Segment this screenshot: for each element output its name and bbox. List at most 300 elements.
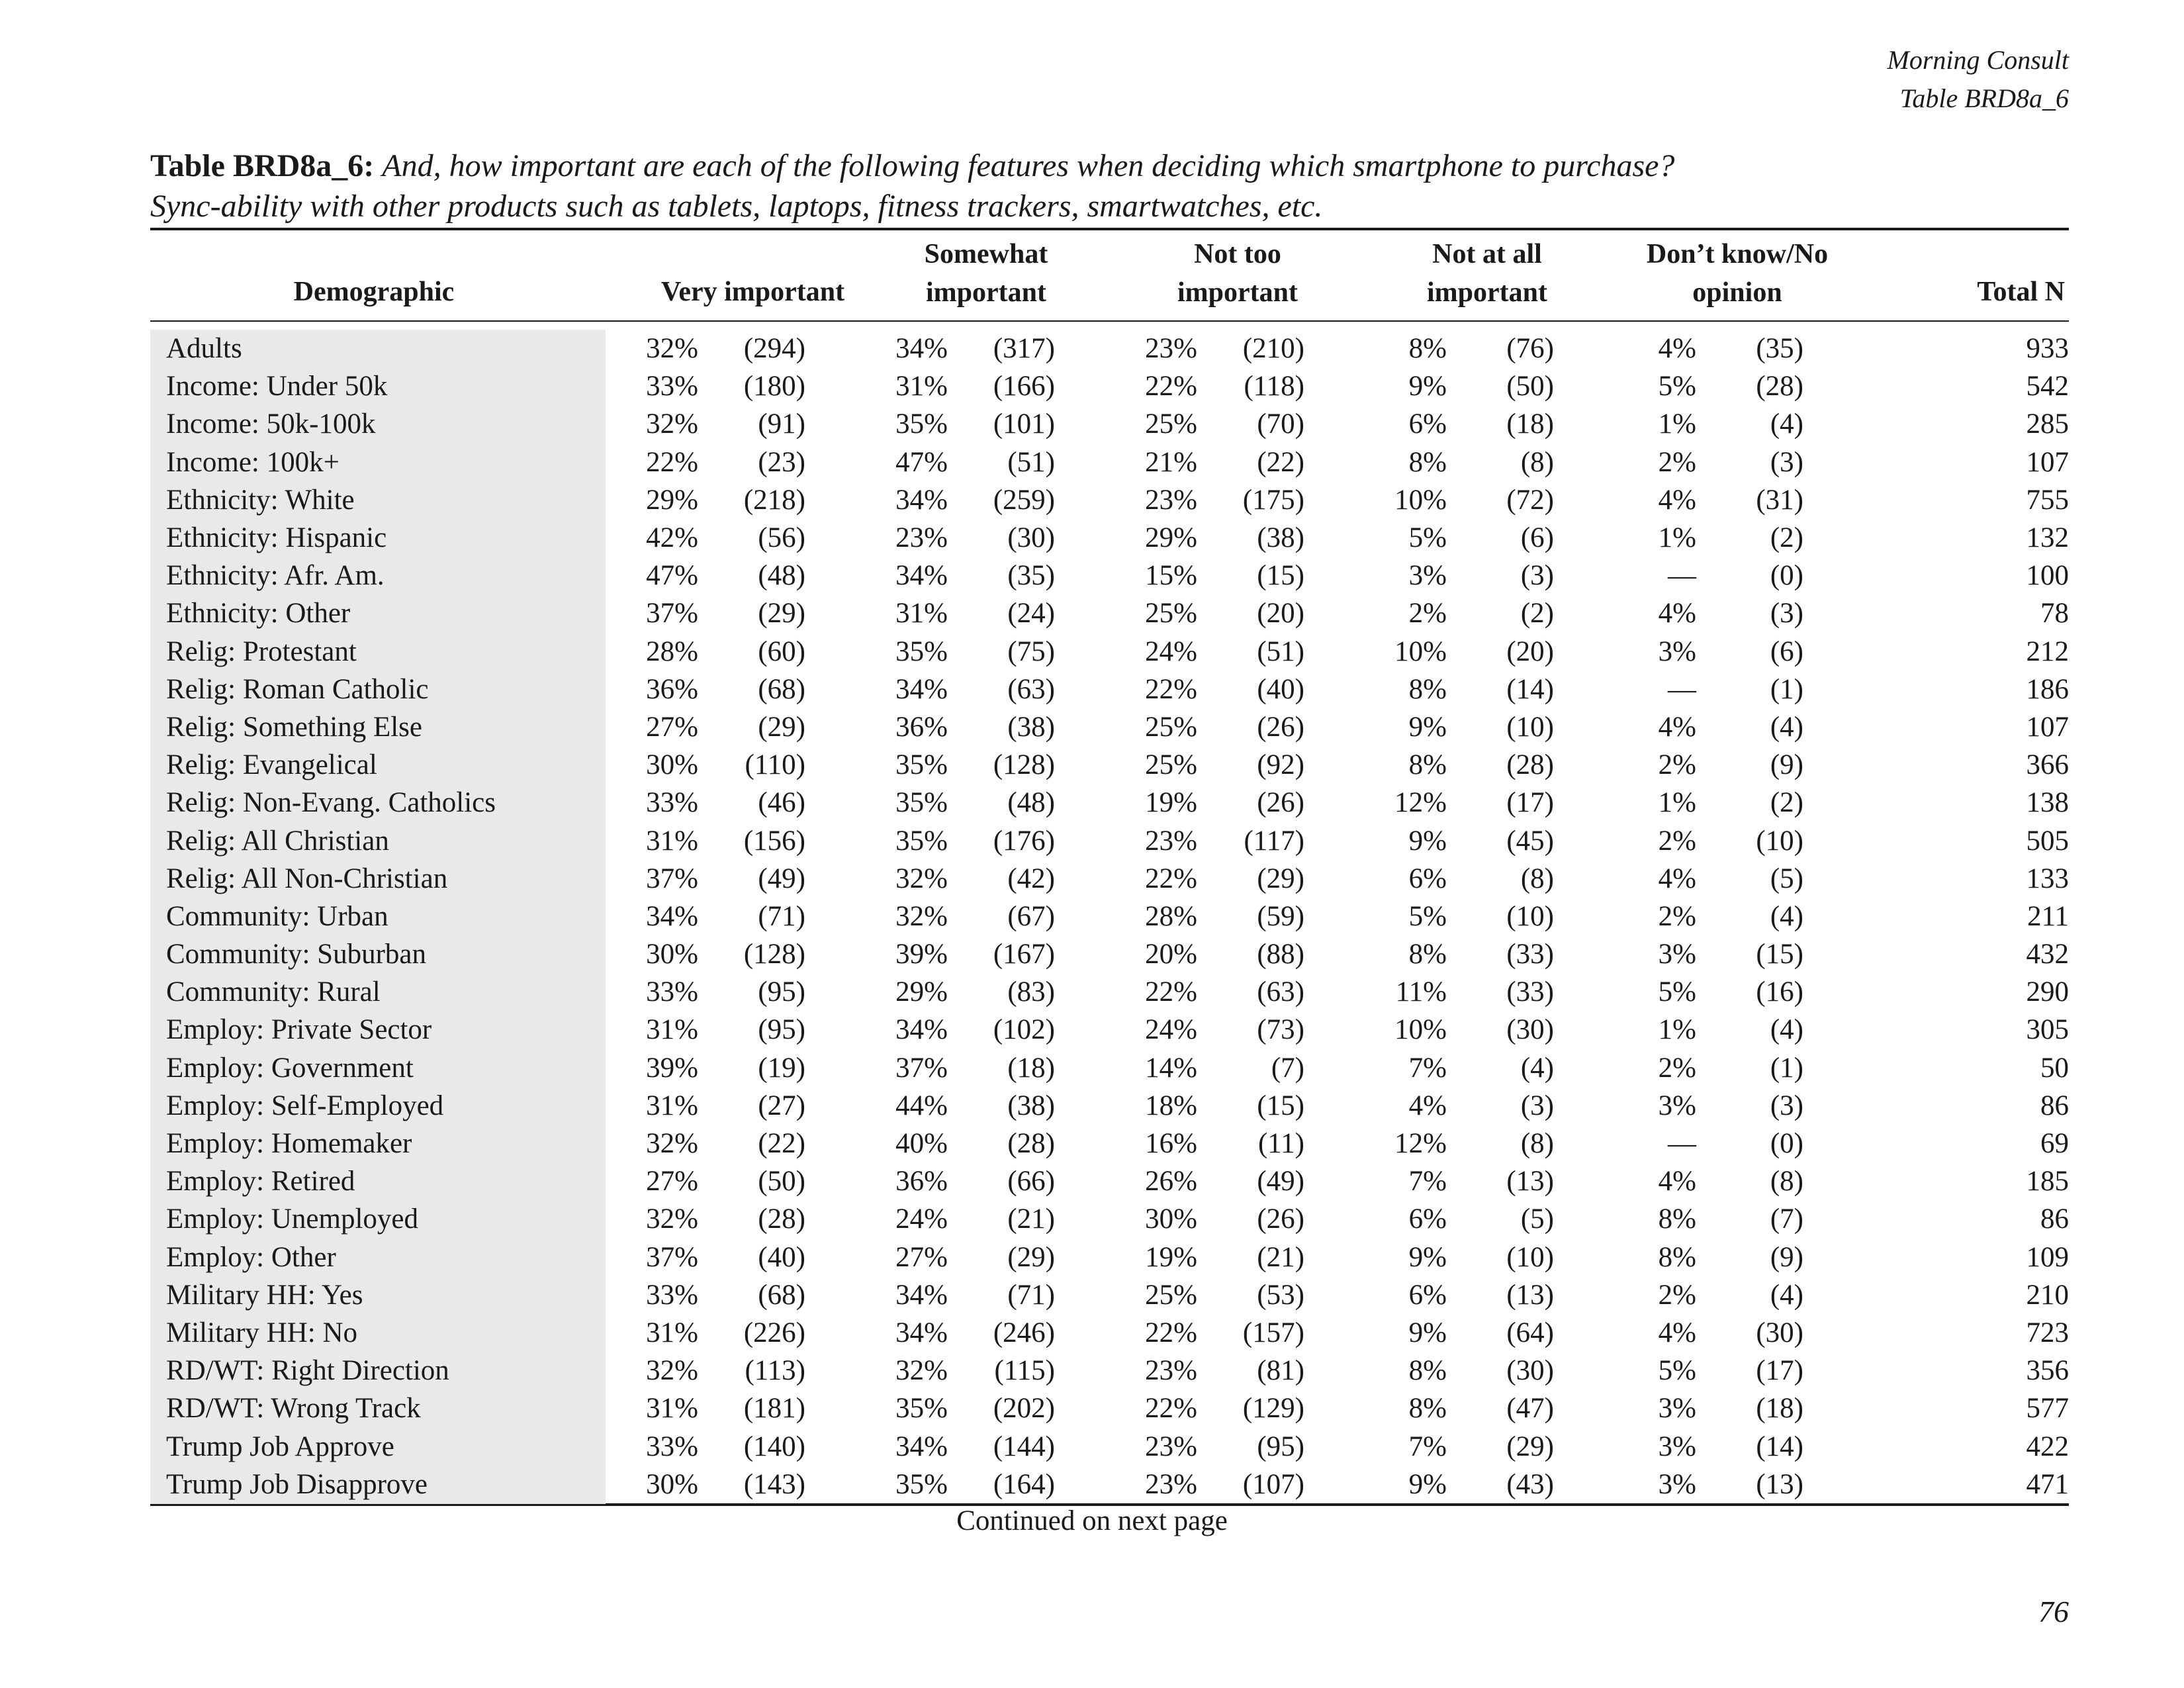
- total-n-cell: 755: [2026, 484, 2069, 516]
- percent-cell: 42%: [646, 522, 698, 554]
- count-cell: (10): [1756, 825, 1803, 857]
- percent-cell: 36%: [895, 1166, 948, 1197]
- percent-cell: 2%: [1658, 749, 1696, 781]
- count-cell: (210): [1242, 333, 1304, 365]
- percent-cell: 34%: [895, 333, 948, 365]
- percent-cell: 1%: [1658, 522, 1696, 554]
- count-cell: (9): [1770, 1241, 1803, 1273]
- count-cell: (294): [743, 333, 805, 365]
- table-row: [150, 973, 2069, 1011]
- percent-cell: 23%: [1145, 1468, 1197, 1500]
- count-cell: (27): [758, 1090, 805, 1121]
- count-cell: (13): [1506, 1279, 1554, 1311]
- table-row: [150, 1466, 2069, 1503]
- count-cell: (128): [993, 749, 1055, 781]
- table-row: [150, 633, 2069, 671]
- count-cell: (14): [1506, 673, 1554, 705]
- percent-cell: 32%: [895, 900, 948, 932]
- count-cell: (33): [1506, 976, 1554, 1008]
- count-cell: (71): [1007, 1279, 1055, 1311]
- percent-cell: 6%: [1408, 1203, 1447, 1235]
- table-row: [150, 1427, 2069, 1465]
- percent-cell: 37%: [646, 598, 698, 630]
- total-n-cell: 290: [2026, 976, 2069, 1008]
- count-cell: (72): [1506, 484, 1554, 516]
- percent-cell: 8%: [1658, 1241, 1696, 1273]
- col-header-not-at-all-important: Not at all important: [1427, 239, 1547, 308]
- percent-cell: 9%: [1408, 1241, 1447, 1273]
- count-cell: (6): [1770, 635, 1803, 667]
- total-n-cell: 505: [2026, 825, 2069, 857]
- percent-cell: 23%: [1145, 825, 1197, 857]
- count-cell: (18): [1007, 1052, 1055, 1084]
- percent-cell: 29%: [646, 484, 698, 516]
- total-n-cell: 109: [2026, 1241, 2069, 1273]
- count-cell: (15): [1257, 1090, 1304, 1121]
- count-cell: (26): [1257, 1203, 1304, 1235]
- percent-cell: 30%: [646, 749, 698, 781]
- table-row: [150, 367, 2069, 405]
- percent-cell: 39%: [895, 939, 948, 970]
- count-cell: (29): [758, 598, 805, 630]
- total-n-cell: 107: [2026, 711, 2069, 743]
- row-label: Relig: All Christian: [166, 825, 389, 857]
- percent-cell: 8%: [1408, 1355, 1447, 1387]
- percent-cell: 25%: [1145, 1279, 1197, 1311]
- count-cell: (202): [993, 1393, 1055, 1425]
- count-cell: (5): [1520, 1203, 1554, 1235]
- count-cell: (18): [1506, 408, 1554, 440]
- percent-cell: 8%: [1408, 1393, 1447, 1425]
- row-label: Income: 100k+: [166, 446, 340, 478]
- count-cell: (4): [1770, 1279, 1803, 1311]
- percent-cell: 31%: [646, 1090, 698, 1121]
- count-cell: (26): [1257, 711, 1304, 743]
- count-cell: (4): [1770, 900, 1803, 932]
- percent-cell: 40%: [895, 1128, 948, 1160]
- percent-cell: 7%: [1408, 1166, 1447, 1197]
- percent-cell: 34%: [895, 1317, 948, 1348]
- count-cell: (45): [1506, 825, 1554, 857]
- count-cell: (95): [758, 1014, 805, 1046]
- total-n-cell: 86: [2040, 1203, 2069, 1235]
- count-cell: (9): [1770, 749, 1803, 781]
- total-n-cell: 78: [2040, 598, 2069, 630]
- row-label: Employ: Unemployed: [166, 1203, 418, 1235]
- count-cell: (48): [1007, 787, 1055, 819]
- table-row: [150, 1389, 2069, 1427]
- count-cell: (38): [1257, 522, 1304, 554]
- count-cell: (53): [1257, 1279, 1304, 1311]
- percent-cell: 34%: [895, 1279, 948, 1311]
- count-cell: (117): [1244, 825, 1304, 857]
- percent-cell: 16%: [1145, 1128, 1197, 1160]
- percent-cell: 29%: [1145, 522, 1197, 554]
- percent-cell: 26%: [1145, 1166, 1197, 1197]
- count-cell: (13): [1756, 1468, 1803, 1500]
- count-cell: (50): [1506, 371, 1554, 402]
- percent-cell: 25%: [1145, 408, 1197, 440]
- count-cell: (115): [994, 1355, 1055, 1387]
- percent-cell: 47%: [646, 560, 698, 592]
- total-n-cell: 186: [2026, 673, 2069, 705]
- percent-cell: 10%: [1394, 635, 1447, 667]
- percent-cell: 3%: [1658, 1468, 1696, 1500]
- percent-cell: 22%: [646, 446, 698, 478]
- percent-cell: 31%: [895, 371, 948, 402]
- percent-cell: 12%: [1394, 1128, 1447, 1160]
- total-n-cell: 366: [2026, 749, 2069, 781]
- percent-cell: 4%: [1658, 1166, 1696, 1197]
- count-cell: (10): [1506, 900, 1554, 932]
- count-cell: (21): [1007, 1203, 1055, 1235]
- count-cell: (24): [1007, 598, 1055, 630]
- count-cell: (10): [1506, 711, 1554, 743]
- percent-cell: 23%: [1145, 1430, 1197, 1462]
- table-row: [150, 898, 2069, 935]
- percent-cell: 3%: [1658, 635, 1696, 667]
- total-n-cell: 138: [2026, 787, 2069, 819]
- percent-cell: 32%: [646, 1203, 698, 1235]
- count-cell: (95): [1257, 1430, 1304, 1462]
- page-header: [1888, 41, 2069, 118]
- count-cell: (2): [1770, 522, 1803, 554]
- percent-cell: 34%: [895, 560, 948, 592]
- count-cell: (46): [758, 787, 805, 819]
- count-cell: (110): [745, 749, 805, 781]
- percent-cell: 2%: [1658, 446, 1696, 478]
- percent-cell: 19%: [1145, 1241, 1197, 1273]
- percent-cell: 34%: [646, 900, 698, 932]
- count-cell: (16): [1756, 976, 1803, 1008]
- percent-cell: 32%: [646, 333, 698, 365]
- count-cell: (2): [1770, 787, 1803, 819]
- table-row: [150, 1087, 2069, 1125]
- total-n-cell: 50: [2040, 1052, 2069, 1084]
- count-cell: (19): [758, 1052, 805, 1084]
- percent-cell: 32%: [895, 863, 948, 894]
- row-label: Relig: Non-Evang. Catholics: [166, 787, 496, 819]
- count-cell: (156): [743, 825, 805, 857]
- percent-cell: 34%: [895, 484, 948, 516]
- percent-cell: —: [1668, 1128, 1696, 1160]
- row-label: Relig: Evangelical: [166, 749, 377, 781]
- count-cell: (143): [743, 1468, 805, 1500]
- count-cell: (20): [1506, 635, 1554, 667]
- count-cell: (28): [758, 1203, 805, 1235]
- percent-cell: 8%: [1658, 1203, 1696, 1235]
- count-cell: (51): [1257, 635, 1304, 667]
- table-row: [150, 935, 2069, 973]
- table-question: And, how important are each of the following features when deciding which smartphone to purchase?: [382, 148, 1675, 183]
- page-number: 76: [2038, 1595, 2069, 1628]
- count-cell: (20): [1257, 598, 1304, 630]
- percent-cell: 10%: [1394, 484, 1447, 516]
- percent-cell: 36%: [895, 711, 948, 743]
- row-label: Ethnicity: Afr. Am.: [166, 560, 385, 592]
- row-label: Employ: Government: [166, 1052, 414, 1084]
- count-cell: (8): [1520, 446, 1554, 478]
- table-row: [150, 746, 2069, 784]
- percent-cell: 30%: [646, 939, 698, 970]
- total-n-cell: 133: [2026, 863, 2069, 894]
- count-cell: (40): [758, 1241, 805, 1273]
- percent-cell: 3%: [1658, 1393, 1696, 1425]
- count-cell: (246): [993, 1317, 1055, 1348]
- count-cell: (26): [1257, 787, 1304, 819]
- total-n-cell: 69: [2040, 1128, 2069, 1160]
- count-cell: (3): [1770, 1090, 1803, 1121]
- count-cell: (4): [1770, 711, 1803, 743]
- row-label: Employ: Self-Employed: [166, 1090, 444, 1121]
- top-rule: [150, 228, 2069, 230]
- percent-cell: 7%: [1408, 1430, 1447, 1462]
- table-row: [150, 1162, 2069, 1200]
- count-cell: (5): [1770, 863, 1803, 894]
- row-label: Relig: Roman Catholic: [166, 673, 429, 705]
- percent-cell: 2%: [1658, 1279, 1696, 1311]
- count-cell: (1): [1770, 1052, 1803, 1084]
- table-row: [150, 784, 2069, 821]
- count-cell: (29): [1506, 1430, 1554, 1462]
- percent-cell: 24%: [1145, 635, 1197, 667]
- count-cell: (113): [745, 1355, 805, 1387]
- total-n-cell: 577: [2026, 1393, 2069, 1425]
- percent-cell: 31%: [895, 598, 948, 630]
- count-cell: (30): [1506, 1014, 1554, 1046]
- percent-cell: 4%: [1658, 333, 1696, 365]
- table-row: [150, 405, 2069, 443]
- percent-cell: 8%: [1408, 939, 1447, 970]
- count-cell: (15): [1756, 939, 1803, 970]
- percent-cell: 32%: [895, 1355, 948, 1387]
- total-n-cell: 422: [2026, 1430, 2069, 1462]
- count-cell: (180): [743, 371, 805, 402]
- percent-cell: 33%: [646, 1430, 698, 1462]
- percent-cell: 25%: [1145, 711, 1197, 743]
- total-n-cell: 211: [2027, 900, 2069, 932]
- percent-cell: 9%: [1408, 371, 1447, 402]
- percent-cell: 2%: [1408, 598, 1447, 630]
- count-cell: (107): [1242, 1468, 1304, 1500]
- count-cell: (7): [1770, 1203, 1803, 1235]
- table-row: [150, 821, 2069, 859]
- count-cell: (50): [758, 1166, 805, 1197]
- count-cell: (23): [758, 446, 805, 478]
- total-n-cell: 723: [2026, 1317, 2069, 1348]
- count-cell: (30): [1007, 522, 1055, 554]
- percent-cell: 8%: [1408, 673, 1447, 705]
- percent-cell: 19%: [1145, 787, 1197, 819]
- count-cell: (129): [1242, 1393, 1304, 1425]
- count-cell: (59): [1257, 900, 1304, 932]
- percent-cell: 3%: [1658, 1430, 1696, 1462]
- total-n-cell: 132: [2026, 522, 2069, 554]
- count-cell: (144): [993, 1430, 1055, 1462]
- table-row: [150, 519, 2069, 557]
- percent-cell: 8%: [1408, 749, 1447, 781]
- percent-cell: 33%: [646, 787, 698, 819]
- count-cell: (47): [1506, 1393, 1554, 1425]
- count-cell: (83): [1007, 976, 1055, 1008]
- data-table: [150, 330, 2069, 1503]
- count-cell: (15): [1257, 560, 1304, 592]
- count-cell: (218): [743, 484, 805, 516]
- percent-cell: 35%: [895, 749, 948, 781]
- percent-cell: 25%: [1145, 749, 1197, 781]
- percent-cell: 32%: [646, 1355, 698, 1387]
- count-cell: (167): [993, 939, 1055, 970]
- row-label: Community: Urban: [166, 900, 388, 932]
- total-n-cell: 210: [2026, 1279, 2069, 1311]
- percent-cell: 5%: [1408, 522, 1447, 554]
- percent-cell: 5%: [1658, 371, 1696, 402]
- row-label: Trump Job Approve: [166, 1430, 394, 1462]
- total-n-cell: 432: [2026, 939, 2069, 970]
- count-cell: (3): [1520, 1090, 1554, 1121]
- percent-cell: 2%: [1658, 900, 1696, 932]
- percent-cell: 44%: [895, 1090, 948, 1121]
- percent-cell: 23%: [1145, 333, 1197, 365]
- total-n-cell: 100: [2026, 560, 2069, 592]
- percent-cell: 35%: [895, 408, 948, 440]
- percent-cell: 34%: [895, 673, 948, 705]
- count-cell: (76): [1506, 333, 1554, 365]
- percent-cell: 37%: [646, 1241, 698, 1273]
- percent-cell: 22%: [1145, 1317, 1197, 1348]
- count-cell: (11): [1257, 1128, 1304, 1160]
- count-cell: (102): [993, 1014, 1055, 1046]
- count-cell: (28): [1756, 371, 1803, 402]
- continued-note: Continued on next page: [956, 1505, 1228, 1536]
- count-cell: (29): [758, 711, 805, 743]
- percent-cell: 24%: [895, 1203, 948, 1235]
- percent-cell: 3%: [1658, 939, 1696, 970]
- percent-cell: 1%: [1658, 787, 1696, 819]
- count-cell: (68): [758, 1279, 805, 1311]
- count-cell: (317): [993, 333, 1055, 365]
- row-label: Employ: Retired: [166, 1166, 355, 1197]
- percent-cell: 37%: [646, 863, 698, 894]
- percent-cell: 6%: [1408, 408, 1447, 440]
- count-cell: (63): [1257, 976, 1304, 1008]
- row-label: Income: 50k-100k: [166, 408, 376, 440]
- percent-cell: 4%: [1658, 863, 1696, 894]
- count-cell: (31): [1756, 484, 1803, 516]
- percent-cell: 34%: [895, 1014, 948, 1046]
- count-cell: (8): [1520, 863, 1554, 894]
- percent-cell: 25%: [1145, 598, 1197, 630]
- row-label: RD/WT: Right Direction: [166, 1355, 449, 1387]
- row-label: Employ: Homemaker: [166, 1128, 412, 1160]
- percent-cell: 4%: [1658, 1317, 1696, 1348]
- count-cell: (18): [1756, 1393, 1803, 1425]
- percent-cell: 7%: [1408, 1052, 1447, 1084]
- count-cell: (8): [1770, 1166, 1803, 1197]
- percent-cell: 32%: [646, 408, 698, 440]
- percent-cell: 22%: [1145, 371, 1197, 402]
- percent-cell: 21%: [1145, 446, 1197, 478]
- table-row: [150, 330, 2069, 367]
- total-n-cell: 185: [2026, 1166, 2069, 1197]
- percent-cell: 4%: [1658, 711, 1696, 743]
- count-cell: (81): [1257, 1355, 1304, 1387]
- count-cell: (128): [743, 939, 805, 970]
- count-cell: (48): [758, 560, 805, 592]
- row-label: Relig: Something Else: [166, 711, 422, 743]
- percent-cell: 47%: [895, 446, 948, 478]
- table-row: [150, 860, 2069, 898]
- percent-cell: 35%: [895, 635, 948, 667]
- percent-cell: 5%: [1408, 900, 1447, 932]
- row-label: Relig: All Non-Christian: [166, 863, 448, 894]
- percent-cell: 30%: [1145, 1203, 1197, 1235]
- percent-cell: 22%: [1145, 863, 1197, 894]
- count-cell: (4): [1520, 1052, 1554, 1084]
- percent-cell: 36%: [646, 673, 698, 705]
- percent-cell: 23%: [1145, 484, 1197, 516]
- percent-cell: 1%: [1658, 408, 1696, 440]
- percent-cell: 23%: [895, 522, 948, 554]
- count-cell: (3): [1520, 560, 1554, 592]
- row-label: Ethnicity: Other: [166, 598, 351, 630]
- count-cell: (49): [758, 863, 805, 894]
- percent-cell: 8%: [1408, 446, 1447, 478]
- percent-cell: 2%: [1658, 1052, 1696, 1084]
- count-cell: (226): [743, 1317, 805, 1348]
- row-label: Community: Rural: [166, 976, 381, 1008]
- percent-cell: 27%: [646, 711, 698, 743]
- percent-cell: 6%: [1408, 863, 1447, 894]
- count-cell: (164): [993, 1468, 1055, 1500]
- percent-cell: 9%: [1408, 1317, 1447, 1348]
- table-subtitle: Sync-ability with other products such as tablets, laptops, fitness trackers, smartwatches, etc.: [150, 189, 1323, 224]
- count-cell: (176): [993, 825, 1055, 857]
- percent-cell: 4%: [1658, 598, 1696, 630]
- col-header-very-important: Very important: [660, 277, 845, 307]
- count-cell: (17): [1506, 787, 1554, 819]
- percent-cell: 31%: [646, 825, 698, 857]
- count-cell: (10): [1506, 1241, 1554, 1273]
- row-label: Military HH: Yes: [166, 1279, 363, 1311]
- count-cell: (13): [1506, 1166, 1554, 1197]
- count-cell: (0): [1770, 1128, 1803, 1160]
- count-cell: (67): [1007, 900, 1055, 932]
- percent-cell: 5%: [1658, 1355, 1696, 1387]
- total-n-cell: 107: [2026, 446, 2069, 478]
- count-cell: (175): [1242, 484, 1304, 516]
- row-label: Relig: Protestant: [166, 635, 357, 667]
- count-cell: (40): [1257, 673, 1304, 705]
- count-cell: (35): [1007, 560, 1055, 592]
- row-label: Employ: Private Sector: [166, 1014, 432, 1046]
- table-row: [150, 671, 2069, 708]
- percent-cell: 33%: [646, 371, 698, 402]
- count-cell: (22): [1257, 446, 1304, 478]
- table-title: [150, 146, 2070, 226]
- total-n-cell: 305: [2026, 1014, 2069, 1046]
- row-label: Community: Suburban: [166, 939, 426, 970]
- percent-cell: 27%: [895, 1241, 948, 1273]
- count-cell: (4): [1770, 408, 1803, 440]
- percent-cell: 31%: [646, 1393, 698, 1425]
- count-cell: (157): [1242, 1317, 1304, 1348]
- percent-cell: 27%: [646, 1166, 698, 1197]
- count-cell: (88): [1257, 939, 1304, 970]
- count-cell: (17): [1756, 1355, 1803, 1387]
- count-cell: (68): [758, 673, 805, 705]
- percent-cell: 9%: [1408, 711, 1447, 743]
